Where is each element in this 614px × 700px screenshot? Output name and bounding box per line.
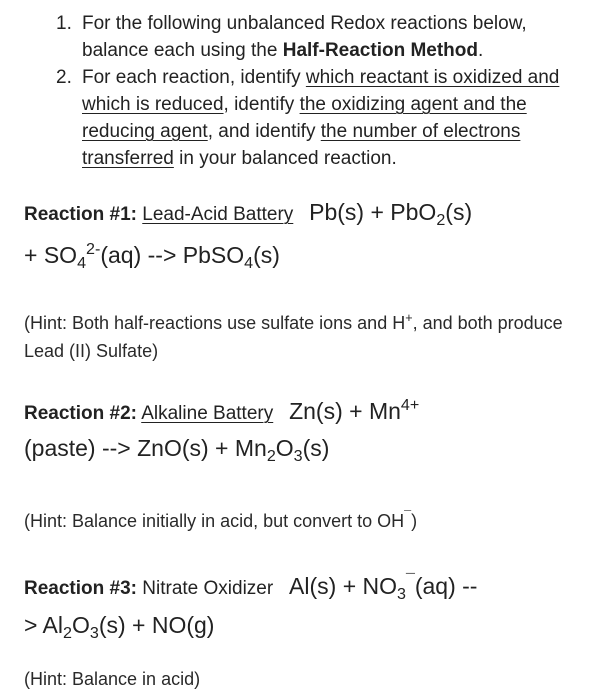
reaction-2-line-1 <box>24 394 596 431</box>
reaction-equation-part <box>289 398 419 424</box>
instruction-text-part: in your balanced reaction. <box>173 148 397 169</box>
reaction-1 <box>24 196 596 365</box>
instruction-bold-text: Half-Reaction Method <box>282 40 478 61</box>
hint-superscript: + <box>405 311 413 326</box>
reaction-name: Lead-Acid Battery <box>142 204 294 225</box>
reaction-2 <box>24 394 596 535</box>
instructions-list <box>48 10 596 172</box>
equation-subscript: 4 <box>77 254 87 273</box>
reaction-3 <box>24 568 596 693</box>
instruction-number: 1. <box>56 13 72 34</box>
equation-subscript: 2 <box>436 211 446 230</box>
equation-text: Al(s) + NO <box>289 573 398 599</box>
equation-text: > Al <box>24 612 64 638</box>
equation-text: O <box>275 435 294 461</box>
equation-subscript: 2 <box>266 447 276 466</box>
reaction-label: Reaction #1: <box>24 204 137 225</box>
equation-text: Pb(s) + PbO <box>309 199 437 225</box>
equation-text: (s) <box>302 435 330 461</box>
equation-subscript: 3 <box>89 624 99 643</box>
equation-text: O <box>71 612 90 638</box>
instruction-text <box>82 64 596 172</box>
hint-text: ) <box>411 511 418 531</box>
reaction-name: Alkaline Battery <box>141 403 274 424</box>
reaction-3-line-1 <box>24 568 596 607</box>
hint-superscript: ¯ <box>404 509 412 524</box>
instruction-text-part: , identify <box>223 94 300 115</box>
instruction-text-part: . <box>478 40 484 61</box>
equation-subscript: 3 <box>397 585 406 604</box>
reaction-2-line-2 <box>24 431 596 465</box>
instruction-text-part: For the following unbalanced Redox reactions below, balance each using the <box>82 13 527 61</box>
instruction-underlined-text: which reactant is oxidized and which is reduced <box>82 67 560 115</box>
equation-text: (s) <box>253 242 280 268</box>
instruction-text-part: , and identify <box>207 121 321 142</box>
instruction-number: 2. <box>56 67 72 88</box>
equation-text: (aq) --> PbSO <box>100 242 245 268</box>
instruction-text <box>82 10 596 64</box>
equation-superscript: 2- <box>86 240 101 259</box>
reaction-1-hint <box>24 309 596 365</box>
reaction-3-hint: (Hint: Balance in acid) <box>24 669 201 689</box>
equation-subscript: 3 <box>293 447 303 466</box>
equation-superscript: ¯ <box>405 571 415 590</box>
equation-text: Zn(s) + Mn <box>289 398 401 424</box>
reaction-label: Reaction #2: <box>24 403 137 424</box>
reaction-name: Nitrate Oxidizer <box>142 578 274 599</box>
reaction-equation-part <box>309 199 473 230</box>
instruction-item-2 <box>48 64 596 172</box>
reaction-3-line-2 <box>24 607 596 643</box>
equation-subscript: 4 <box>244 254 254 273</box>
equation-text: (aq) -- <box>414 573 478 599</box>
instruction-item-1 <box>48 10 596 64</box>
equation-subscript: 2 <box>63 624 72 643</box>
instruction-underlined-text: the number of electrons transferred <box>82 121 521 169</box>
hint-text: (Hint: Both half-reactions use sulfate ions and H <box>24 313 406 333</box>
equation-text: (s) + NO(g) <box>98 612 215 638</box>
instruction-underlined-text: the oxidizing agent and the reducing agent <box>82 94 527 142</box>
reaction-1-line-2 <box>24 239 596 271</box>
reaction-1-line-1 <box>24 196 596 231</box>
reaction-equation-part <box>289 571 478 604</box>
equation-text: + SO <box>24 242 78 268</box>
hint-text: , and both produce Lead (II) Sulfate) <box>24 313 563 361</box>
reaction-label: Reaction #3: <box>24 578 137 599</box>
reaction-2-hint <box>24 507 596 535</box>
equation-text: (s) <box>445 199 473 225</box>
hint-text: (Hint: Balance initially in acid, but convert to OH <box>24 511 405 531</box>
instruction-text-part: For each reaction, identify <box>82 67 306 88</box>
equation-superscript: 4+ <box>400 396 420 415</box>
equation-text: (paste) --> ZnO(s) + Mn <box>24 435 267 461</box>
